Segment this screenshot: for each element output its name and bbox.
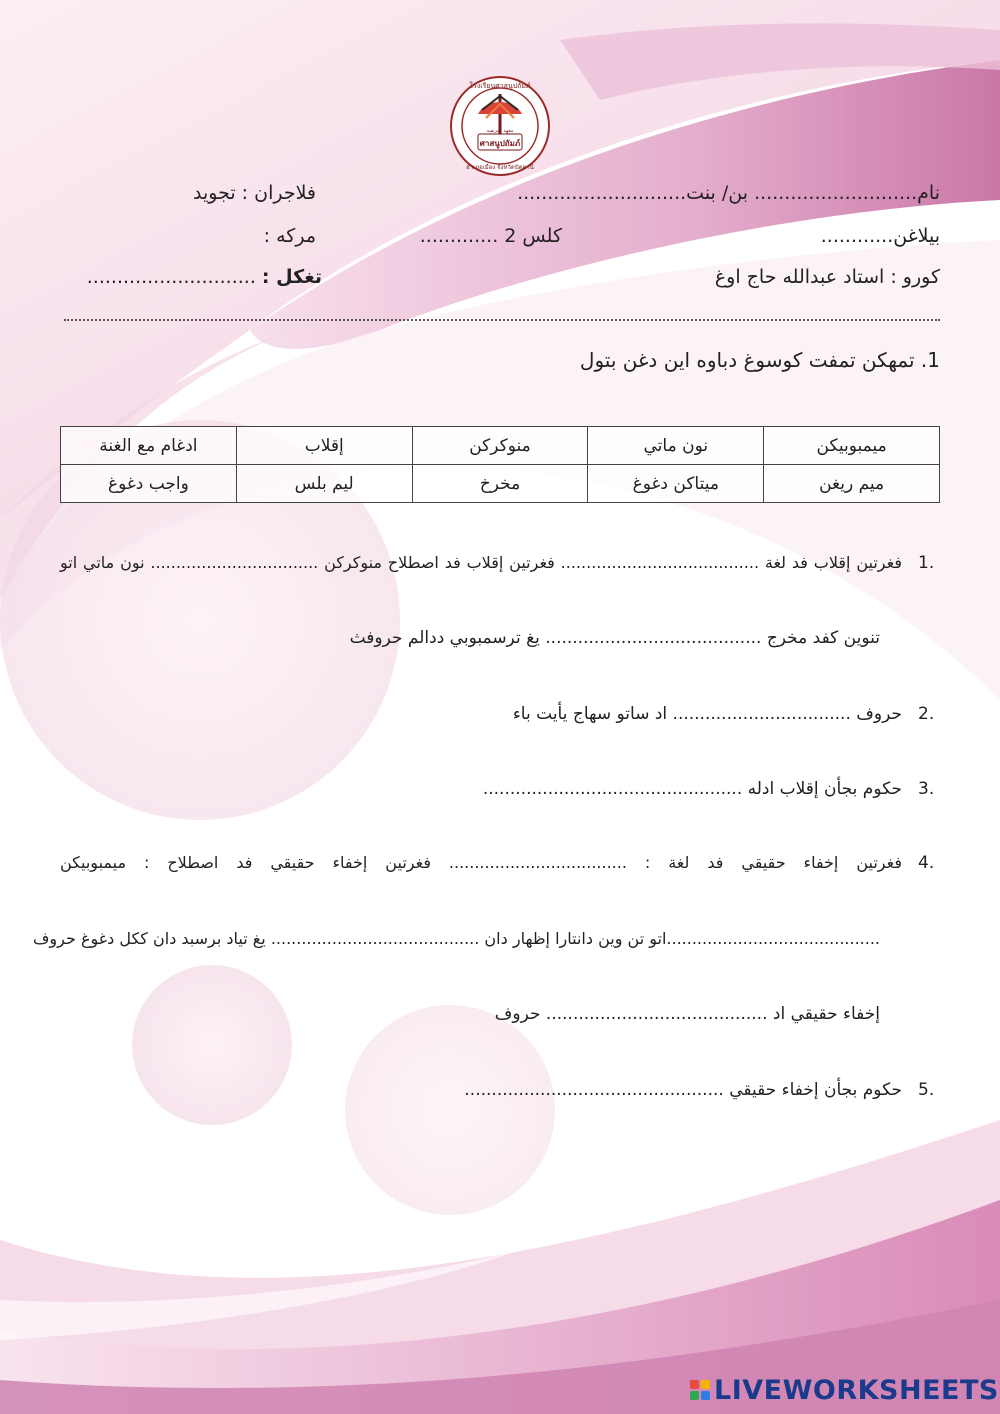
option-cell: نون ماتي — [588, 427, 764, 465]
question-text[interactable]: حروف ................................. اد ساتو سهاج يأيت باء — [512, 704, 902, 724]
liveworksheets-icon — [690, 1380, 710, 1400]
subject-label: فلاجران : تجويد — [193, 182, 316, 204]
date-label: تغكل : — [261, 266, 322, 288]
question-number: 5. — [918, 1080, 935, 1100]
option-cell: منوكركن — [412, 427, 588, 465]
marks-label: مركه : — [263, 225, 316, 247]
question-number: 3. — [918, 779, 935, 799]
question-4-continued[interactable]: إخفاء حقيقي اد ......................................... حروف — [494, 1004, 880, 1024]
question-4 — [60, 853, 940, 873]
option-cell: واجب دغوغ — [61, 465, 237, 503]
question-text[interactable]: حكوم بجأن إقلاب ادله ................................................ — [482, 779, 902, 799]
date-field[interactable] — [87, 266, 322, 289]
teacher-label: كورو : استاد عبدالله حاج اوغ — [714, 266, 940, 288]
answer-options-table — [60, 426, 940, 503]
option-cell: ليم بلس — [236, 465, 412, 503]
question-text[interactable]: فغرتين إقلاب فد لغة ....................................... فغرتين إقلاب فد اصطلاح منوكركن ................................. نون ماتي اتو — [60, 553, 902, 572]
option-cell: ادغام مع الغنة — [61, 427, 237, 465]
dotted-divider — [64, 319, 940, 321]
option-cell: ميتاكن دغوغ — [588, 465, 764, 503]
question-3 — [483, 779, 940, 799]
question-number: 2. — [918, 704, 935, 724]
logo-center-script-text: معهد الترنفية — [486, 128, 514, 134]
logo-ring-top-text: โรงเรียนศาสนูปถัมภ์ — [469, 82, 531, 90]
student-name-field[interactable]: نام........................... بن/ بنت............................ — [517, 182, 940, 204]
question-1 — [60, 553, 940, 573]
question-number: 1. — [918, 553, 935, 573]
question-5 — [464, 1080, 940, 1100]
brand-text: LIVEWORKSHEETS — [714, 1374, 999, 1406]
logo-ring-bottom-text: อำเภอเมือง จังหวัดปัตตานี — [466, 164, 534, 171]
logo-center-text: ศาสนูปถัมภ์ — [479, 139, 521, 148]
attendance-field[interactable]: بيلاغن............ — [820, 225, 940, 247]
option-cell: ميم ريغن — [764, 465, 940, 503]
school-seal-logo — [448, 74, 552, 178]
question-text[interactable]: حكوم بجأن إخفاء حقيقي ................................................ — [464, 1080, 902, 1100]
table-row — [61, 465, 940, 503]
option-cell: إقلاب — [236, 427, 412, 465]
table-row — [61, 427, 940, 465]
question-2 — [513, 704, 940, 724]
liveworksheets-watermark — [690, 1373, 999, 1407]
question-1-continued[interactable]: تنوين كفد مخرج ........................................ يغ ترسمبوبي ددالم حروفث — [349, 628, 880, 648]
question-text[interactable]: فغرتين إخفاء حقيقي فد لغة : ................................... فغرتين إخفاء حقيقي فد اصطلاح : ميمبوبيكن — [60, 853, 902, 872]
option-cell: مخرخ — [412, 465, 588, 503]
question-number: 4. — [918, 853, 935, 873]
option-cell: ميمبوبيكن — [764, 427, 940, 465]
class-field[interactable]: كلس 2 ............. — [419, 225, 562, 247]
instruction-heading: 1. تمهكن تمفت كوسوغ دباوه اين دغن بتول — [579, 348, 940, 372]
date-value[interactable]: ............................ — [86, 266, 256, 288]
question-4-continued[interactable]: ..........................................اتو تن وين دانتارا إظهار دان ......................................... يغ تياد برسبد دان ككل دغوغ حروف — [32, 929, 880, 948]
